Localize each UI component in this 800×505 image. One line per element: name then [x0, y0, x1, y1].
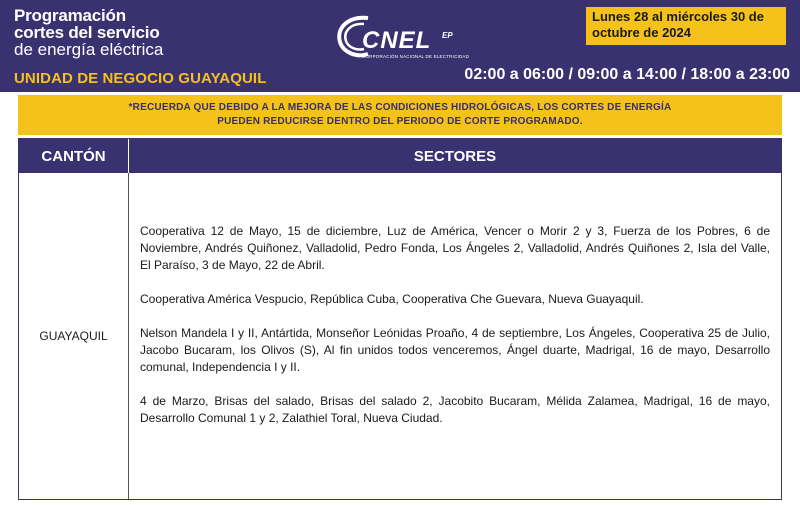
notice-banner	[18, 95, 782, 135]
canton-cell: GUAYAQUIL	[39, 329, 108, 343]
cnel-logo	[334, 14, 494, 62]
business-unit-label: UNIDAD DE NEGOCIO GUAYAQUIL	[14, 70, 267, 87]
title-block	[14, 7, 163, 58]
header-banner	[0, 0, 800, 92]
logo-text: CNEL	[362, 27, 432, 54]
logo-subtitle: CORPORACIÓN NACIONAL DE ELECTRICIDAD	[362, 54, 470, 59]
time-slots: 02:00 a 06:00 / 09:00 a 14:00 / 18:00 a 23:00	[464, 66, 790, 83]
column-divider	[128, 173, 129, 499]
sectores-cell	[140, 223, 770, 444]
date-range-box: Lunes 28 al miércoles 30 de octubre de 2024	[586, 7, 786, 45]
notice-line-1: *RECUERDA QUE DEBIDO A LA MEJORA DE LAS CONDICIONES HIDROLÓGICAS, LOS CORTES DE ENERGÍA	[128, 102, 672, 113]
header-sectores: SECTORES	[129, 139, 781, 173]
sector-group-2: Cooperativa América Vespucio, República Cuba, Cooperativa Che Guevara, Nueva Guayaquil.	[140, 292, 644, 306]
sector-group-1: Cooperativa 12 de Mayo, 15 de diciembre, Luz de América, Vencer o Morir 2 y 3, Fuerza de los Pobres, 6 de Noviembre, Andrés Quiñonez, Valladolid, Pedro Fonda, Los Ángeles 2, Valladolid, Andrés Quiñones 2, Isla del Valle, El Paraíso, 3 de Mayo, 22 de Abril.	[140, 224, 770, 272]
logo-suffix: EP	[442, 31, 453, 40]
title-line-2: cortes del servicio	[14, 23, 160, 42]
header-canton: CANTÓN	[19, 139, 128, 173]
schedule-table	[18, 138, 782, 500]
notice-line-2: PUEDEN REDUCIRSE DENTRO DEL PERIODO DE CORTE PROGRAMADO.	[217, 116, 583, 127]
sector-group-3: Nelson Mandela I y II, Antártida, Monseñor Leónidas Proaño, 4 de septiembre, Los Ángeles, Cooperativa 25 de Julio, Jacobo Bucaram, los Olivos (S), Al fin unidos todos venceremos, Ángel duarte, Madrigal, 16 de mayo, Desarrollo comunal, Independencia I y II.	[140, 326, 770, 374]
title-line-1: Programación	[14, 6, 126, 25]
sector-group-4: 4 de Marzo, Brisas del salado, Brisas del salado 2, Jacobito Bucaram, Mélida Zalamea, Madrigal, 16 de mayo, Desarrollo Comunal 1 y 2, Zalathiel Toral, Nueva Ciudad.	[140, 394, 770, 425]
title-line-3: de energía eléctrica	[14, 40, 164, 59]
